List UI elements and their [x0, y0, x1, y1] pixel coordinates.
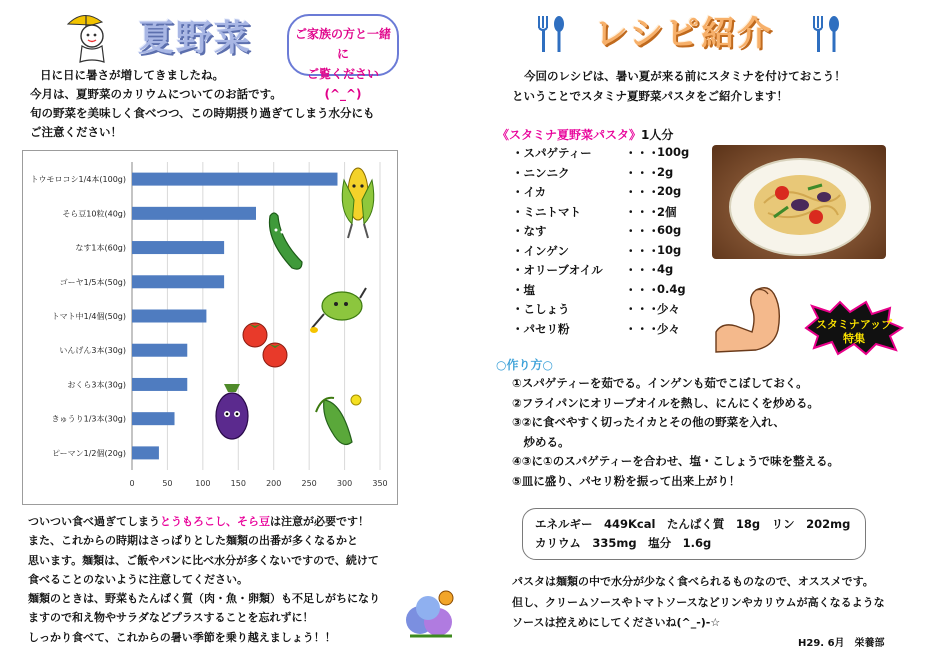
ingredient-dots: ・・・ — [625, 282, 660, 297]
ingredient-row — [512, 184, 712, 204]
tips-text: ついつい食べ過ぎてしまう — [28, 515, 160, 528]
ingredient-row — [512, 262, 712, 282]
page-title-summer-vegetables: 夏野菜 — [138, 18, 253, 59]
chart-bar — [132, 309, 206, 322]
fork-spoon-icon — [808, 14, 842, 61]
ingredient-row — [512, 282, 712, 302]
intro-line: 日に日に暑さが増してきましたね。 — [40, 68, 224, 82]
ingredient-row — [512, 243, 712, 263]
tips-line: 麺類のときは、野菜もたんぱく質（肉・魚・卵類）も不足しがちになり — [28, 592, 380, 606]
ingredient-dots: ・・・ — [625, 243, 660, 258]
ingredient-name: ・ミニトマト — [512, 204, 581, 219]
tips-line: しっかり食べて、これからの暑い季節を乗り越えましょう！！ — [28, 630, 336, 644]
chart-bar — [132, 446, 159, 459]
stamina-up-badge — [804, 300, 904, 360]
eggplant-character-icon — [212, 380, 252, 446]
page-title-recipe: レシピ紹介 — [594, 14, 774, 54]
advice-line: ソースは控えめにしてくださいね(^_-)-☆ — [512, 616, 721, 629]
ingredient-dots: ・・・ — [625, 185, 660, 199]
steps-heading: ○作り方○ — [496, 358, 553, 372]
ingredient-amount: 4g — [657, 262, 674, 276]
ingredient-name: ・塩 — [512, 282, 535, 297]
tips-line: 食べることのないように注意してください。 — [28, 572, 248, 586]
recipe-heading — [497, 126, 673, 143]
nutrition-line: カリウム 335mg 塩分 1.6g — [535, 536, 712, 550]
category-label: いんげん3本(30g) — [59, 346, 126, 356]
recipe-intro-line: 今回のレシピは、暑い夏が来る前にスタミナを付けておこう！ — [524, 69, 846, 83]
ingredient-name: ・ニンニク — [512, 165, 570, 180]
highlight-corn-fava: とうもろこし、そら豆 — [160, 515, 270, 528]
nutrition-box — [522, 508, 866, 560]
step-item: 炒める。 — [512, 434, 570, 449]
ingredient-amount: 20g — [657, 184, 682, 198]
tips-text: は注意が必要です！ — [270, 515, 369, 528]
intro-line: 旬の野菜を美味しく食べつつ、この時期摂り過ぎてしまう水分にも — [30, 106, 375, 120]
bubble-line-2: ご覧ください(^_^) — [306, 67, 379, 101]
ingredient-amount: 少々 — [657, 321, 680, 336]
tips-line — [28, 512, 423, 531]
ingredient-name: ・オリーブオイル — [512, 263, 603, 277]
recipe-name: 《スタミナ夏野菜パスタ》 — [497, 128, 642, 142]
hydrangea-snail-icon — [398, 584, 464, 650]
ingredient-name: ・なす — [512, 224, 547, 238]
ingredient-dots: ・・・ — [625, 165, 660, 180]
category-label: おくら3本(30g) — [67, 380, 126, 390]
ingredient-amount: 0.4g — [657, 281, 686, 296]
ingredient-row — [512, 301, 712, 321]
green-bean-character-icon — [310, 284, 368, 340]
ingredient-name: ・スパゲティー — [512, 146, 592, 160]
ingredient-dots: ・・・ — [625, 321, 660, 336]
intro-line: ご注意ください！ — [30, 125, 122, 139]
flexed-arm-icon — [712, 282, 792, 360]
tips-line: また、これからの時期はさっぱりとした麺類の出番が多くなるかと — [28, 534, 358, 548]
ingredient-name: ・こしょう — [512, 302, 570, 316]
ingredient-name: ・イカ — [512, 185, 547, 199]
x-tick-label: 100 — [195, 479, 211, 488]
step-item: ⑤皿に盛り、パセリ粉を振って出来上がり！ — [512, 473, 741, 488]
category-label: トウモロコシ1/4本(100g) — [30, 175, 126, 185]
x-tick-label: 300 — [336, 479, 353, 488]
corn-character-icon — [336, 160, 380, 244]
ingredient-amount: 少々 — [657, 302, 680, 316]
chart-bar — [132, 207, 256, 220]
ingredient-amount: 100g — [657, 145, 690, 159]
category-label: トマト中1/4個(50g) — [51, 312, 126, 321]
tomato-icon — [260, 338, 290, 372]
ingredient-amount: 2個 — [657, 204, 677, 219]
category-label: そら豆10粒(40g) — [62, 209, 126, 219]
teru-mascot-icon — [62, 8, 120, 70]
step-item: ③②に食べやすく切ったイカとその他の野菜を入れ、 — [512, 415, 785, 429]
ingredient-dots: ・・・ — [625, 224, 660, 238]
ingredient-dots: ・・・ — [625, 302, 660, 316]
badge-line-1: スタミナアップ — [815, 318, 893, 331]
ingredient-row — [512, 145, 712, 165]
recipe-intro-line: ということでスタミナ夏野菜パスタをご紹介します！ — [512, 89, 788, 103]
category-label: ピーマン1/2個(20g) — [51, 448, 126, 458]
issue-footer: H29. 6月 栄養部 — [798, 638, 885, 649]
category-label: なす1本(60g) — [75, 243, 126, 253]
step-item: ②フライパンにオリーブオイルを熱し、にんにくを炒める。 — [512, 395, 819, 410]
ingredient-dots: ・・・ — [625, 204, 660, 219]
cooking-steps — [512, 374, 842, 491]
chart-bar — [132, 275, 224, 288]
advice-line: 但し、クリームソースやトマトソースなどリンやカリウムが高くなるような — [512, 595, 885, 609]
ingredient-amount: 60g — [657, 223, 682, 237]
ingredient-row — [512, 321, 712, 341]
x-tick-label: 150 — [230, 479, 246, 488]
ingredient-dots: ・・・ — [625, 263, 660, 277]
intro-line: 今月は、夏野菜のカリウムについてのお話です。 — [30, 87, 282, 101]
ingredient-row — [512, 223, 712, 243]
chart-bar — [132, 412, 175, 425]
category-label: きゅうり1/3本(30g) — [51, 414, 126, 424]
chart-bar — [132, 241, 224, 254]
intro-paragraph — [30, 66, 430, 142]
advice-line: パスタは麺類の中で水分が少なく食べられるものなので、オススメです。 — [512, 575, 874, 588]
step-item: ①スパゲティーを茹でる。インゲンも茹でこぼしておく。 — [512, 376, 808, 390]
bitter-melon-icon — [312, 392, 366, 458]
x-tick-label: 50 — [162, 479, 173, 488]
tips-line: ますので和え物やサラダなどプラスすることを忘れずに！ — [28, 611, 314, 625]
chart-bar — [132, 378, 187, 391]
dietary-tips-paragraph — [28, 512, 423, 647]
x-tick-label: 250 — [301, 479, 317, 488]
recipe-intro — [512, 66, 912, 106]
ingredient-amount: 2g — [657, 164, 674, 179]
ingredient-name: ・インゲン — [512, 243, 570, 258]
nutrition-line: エネルギー 449Kcal たんぱく質 18g リン 202mg — [535, 517, 851, 531]
chart-bar — [132, 344, 187, 357]
fork-knife-icon — [533, 14, 567, 61]
bubble-line-1: ご家族の方と一緒に — [295, 27, 392, 61]
ingredient-row — [512, 204, 712, 224]
pasta-advice-paragraph — [512, 572, 924, 634]
recipe-servings: 1人分 — [641, 128, 674, 142]
x-tick-label: 200 — [266, 479, 282, 488]
x-tick-label: 0 — [129, 479, 135, 488]
ingredient-row — [512, 165, 712, 185]
badge-line-2: 特集 — [843, 332, 865, 345]
cucumber-character-icon — [262, 210, 308, 280]
ingredient-name: ・パセリ粉 — [512, 321, 570, 336]
x-tick-label: 350 — [372, 479, 388, 488]
chart-bar — [132, 173, 337, 186]
ingredient-dots: ・・・ — [625, 146, 660, 160]
step-item: ④③に①のスパゲティーを合わせ、塩・こしょうで味を整える。 — [512, 454, 839, 468]
pasta-dish-photo — [712, 145, 886, 259]
category-label: ゴーヤ1/5本(50g) — [59, 277, 126, 287]
ingredient-amount: 10g — [657, 242, 682, 257]
tips-line: 思います。麺類は、ご飯やパンに比べ水分が多くないですので、続けて — [28, 553, 379, 567]
